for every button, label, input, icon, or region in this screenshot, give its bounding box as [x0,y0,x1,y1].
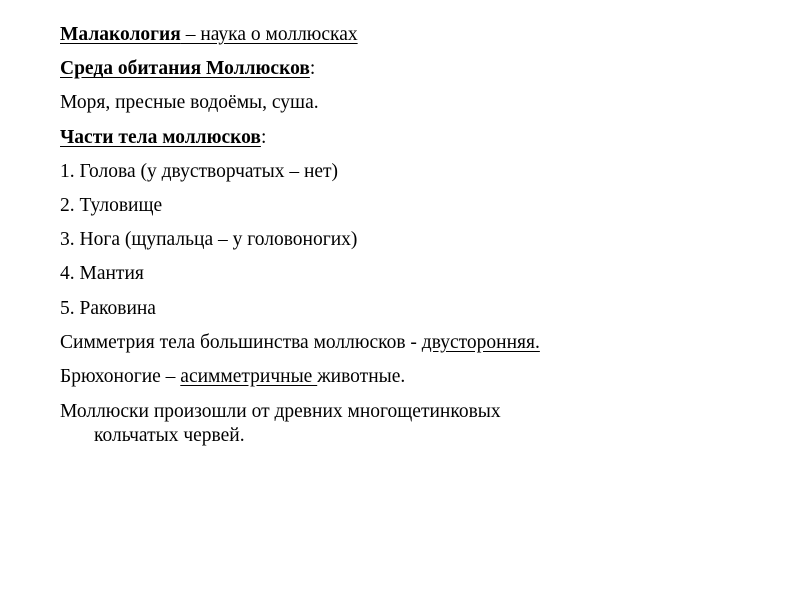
body-part-item: 3. Нога (щупальца – у головоногих) [60,229,358,251]
malacology-definition [60,18,780,52]
body-parts-heading [60,121,780,155]
body-parts-heading-term: Части тела моллюсков [60,126,261,148]
origin-statement [60,394,780,448]
body-parts-heading-colon: : [260,126,267,148]
habitat-heading [60,52,780,86]
origin-text-second: кольчатых червей. [94,425,245,447]
body-part-item: 4. Мантия [60,263,144,285]
symmetry-text: Симметрия тела большинства моллюсков - [60,331,422,353]
symmetry-statement [60,326,780,360]
habitat-heading-term: Среда обитания Моллюсков [60,58,310,80]
habitat-text: Моря, пресные водоёмы, суша. [60,92,319,114]
gastropods-text: Брюхоногие – [60,366,181,388]
body-part-item: 1. Голова (у двустворчатых – нет) [60,160,339,182]
slide-content [60,18,780,448]
term-malacology: Малакология [60,24,181,45]
gastropods-text-end: животные. [317,366,406,388]
body-part-item: 5. Раковина [60,297,156,319]
habitat-heading-colon: : [309,58,316,80]
gastropods-statement [60,360,780,394]
origin-text-first: Моллюски произошли от древних многощетинковых [60,401,501,423]
symmetry-term: двусторонняя. [421,331,540,353]
body-part-item: 2. Туловище [60,195,163,217]
asymmetric-term: асимметричные [180,366,318,388]
malacology-text: – наука о моллюсках [180,24,358,45]
